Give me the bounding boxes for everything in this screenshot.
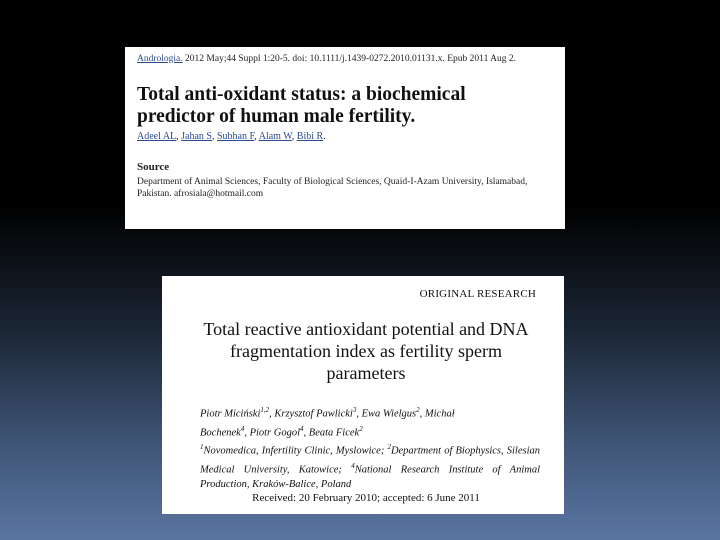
source-text: Department of Animal Sciences, Faculty of Biological Sciences, Quaid-I-Azam University, Islamabad, Pakistan. afrosiala@hotmail.com — [137, 177, 528, 199]
section-label: ORIGINAL RESEARCH — [419, 288, 536, 300]
author-name: Piotr Miciński — [200, 408, 261, 420]
affiliation-marker: 1 — [200, 443, 204, 451]
author-name: , Michał — [419, 408, 455, 420]
author-link[interactable]: Jahan S — [181, 131, 212, 142]
affiliation-marker: 4 — [240, 424, 245, 433]
author-name: , Krzysztof Pawlicki — [269, 408, 353, 420]
article-title-line: Total reactive antioxidant potential and DNA — [203, 319, 529, 339]
author-name: , Ewa Wielgus — [356, 408, 417, 420]
journal-link[interactable]: Andrologia. — [137, 54, 183, 64]
affiliation-text: National Research Institute of Animal Production, Kraków-Balice, Poland — [200, 464, 540, 490]
affiliations — [200, 440, 540, 492]
author-name: , Beata Ficek — [303, 427, 360, 438]
article-title — [176, 318, 556, 384]
author-link[interactable]: Bibi R — [296, 131, 324, 142]
author-link[interactable]: Alam W — [258, 131, 292, 142]
author-name: Bochenek — [200, 427, 241, 438]
author-link[interactable]: Subhan F — [217, 131, 255, 142]
author-line — [200, 422, 540, 441]
article-title — [137, 84, 555, 128]
author-list: Adeel AL, Jahan S, Subhan F, Alam W, Bibi R. — [137, 131, 326, 142]
citation-line — [137, 54, 555, 64]
source-heading: Source — [137, 161, 170, 173]
affiliation-marker: 2 — [359, 424, 363, 433]
affiliation-text: Novomedica, Infertility Clinic, Myslowice; — [203, 445, 388, 457]
article-title-line: Total anti-oxidant status: a biochemical — [137, 84, 466, 105]
article-title-line: parameters — [326, 363, 406, 383]
affiliation-text: Department of Biophysics, Silesian Medical University, Katowice; — [200, 445, 540, 475]
affiliation-marker: 1,2 — [260, 406, 270, 414]
article-title-line: fragmentation index as fertility sperm — [230, 341, 502, 361]
journal-article-card — [162, 276, 564, 514]
affiliation-marker: 3 — [352, 406, 357, 414]
author-link[interactable]: Adeel AL — [137, 131, 177, 142]
affiliation-marker: 4 — [300, 424, 304, 433]
article-title-line: predictor of human male fertility. — [137, 106, 416, 127]
pubmed-citation-card — [125, 47, 565, 229]
affiliation-marker: 2 — [416, 406, 420, 414]
author-line — [200, 403, 540, 422]
author-name: , Piotr Gogol — [244, 427, 301, 438]
affiliation-marker: 2 — [387, 443, 391, 451]
received-accepted-dates: Received: 20 February 2010; accepted: 6 June 2011 — [252, 492, 480, 504]
affiliation-marker: 4 — [351, 461, 355, 470]
author-affiliation-block — [200, 403, 540, 492]
citation-details: 2012 May;44 Suppl 1:20-5. doi: 10.1111/j.1439-0272.2010.01131.x. Epub 2011 Aug 2. — [182, 54, 517, 64]
